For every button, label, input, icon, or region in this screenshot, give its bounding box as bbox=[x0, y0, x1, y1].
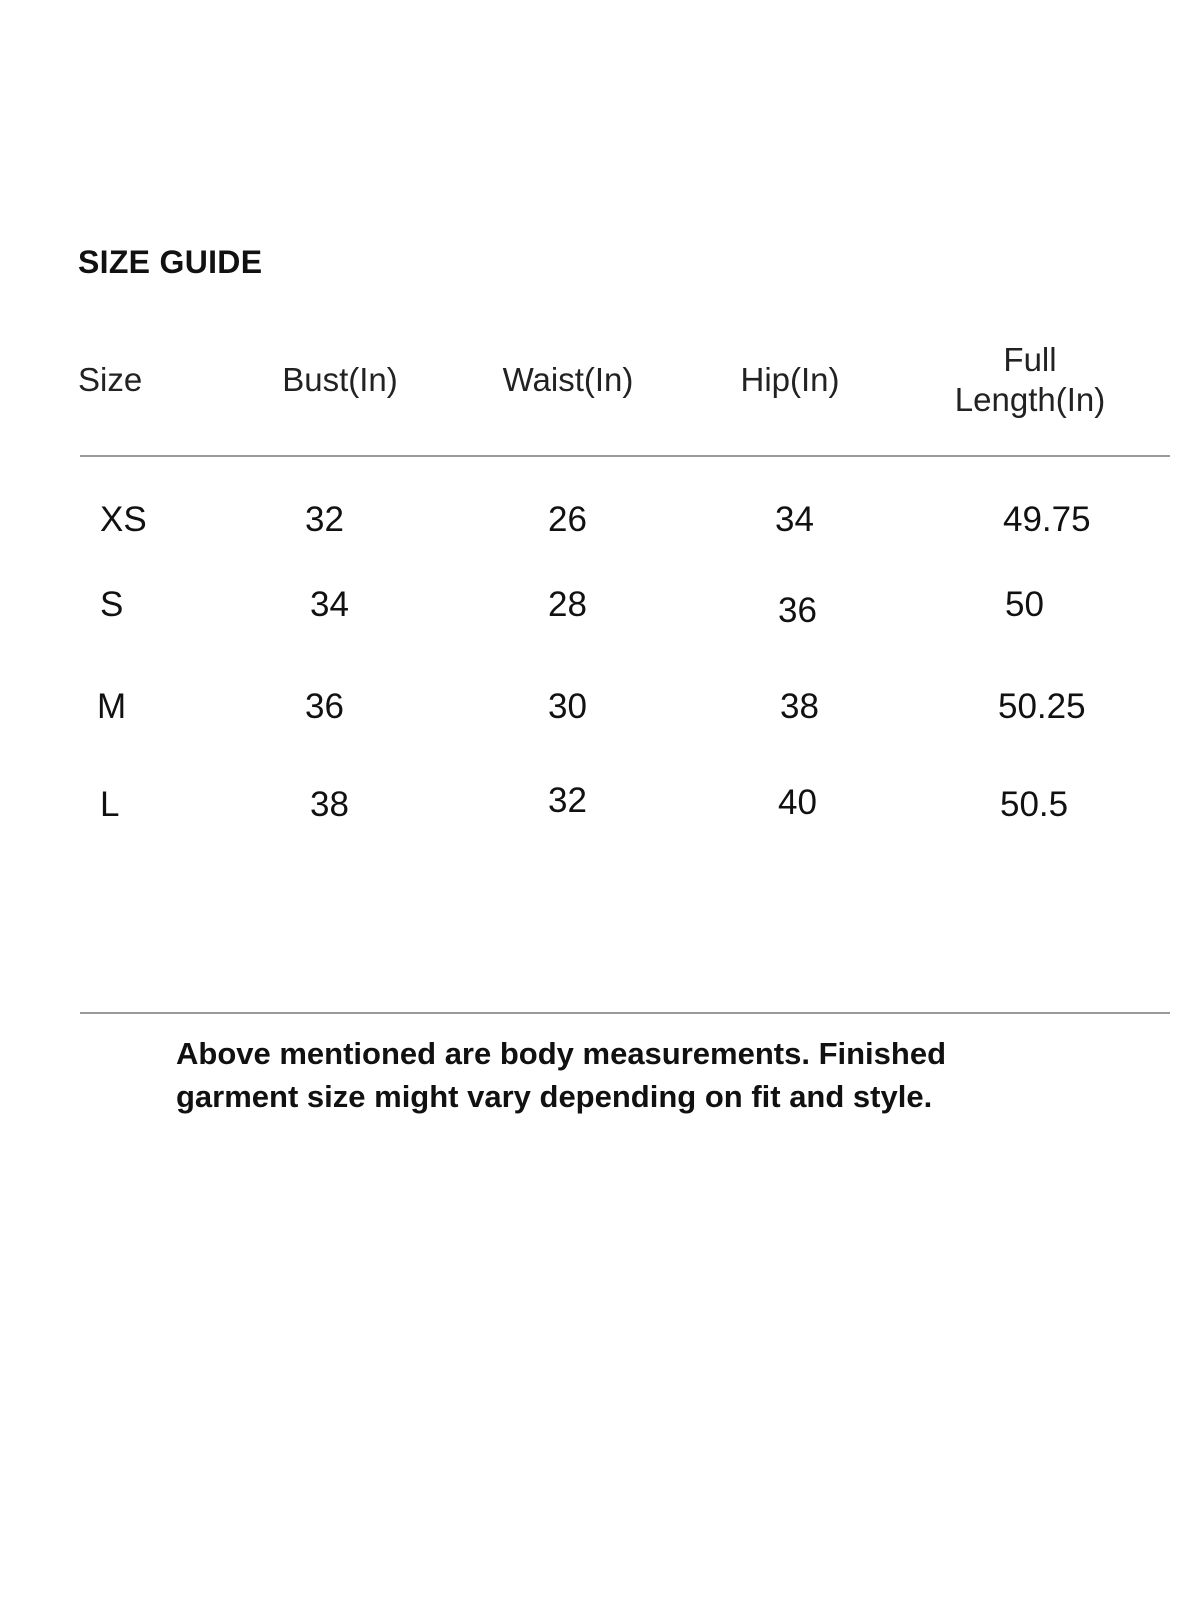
header-full-length bbox=[930, 340, 1130, 420]
cell-size: L bbox=[100, 785, 120, 824]
header-divider bbox=[80, 455, 1170, 457]
cell-hip: 34 bbox=[775, 500, 814, 539]
cell-hip: 38 bbox=[780, 687, 819, 726]
cell-waist: 30 bbox=[548, 687, 587, 726]
cell-waist: 28 bbox=[548, 585, 587, 624]
cell-hip: 36 bbox=[778, 591, 817, 630]
table-header bbox=[0, 340, 1200, 430]
header-hip: Hip(In) bbox=[740, 361, 840, 398]
cell-size: XS bbox=[100, 500, 147, 539]
footnote-line2: garment size might vary depending on fit and style. bbox=[176, 1079, 933, 1114]
footnote-line1: Above mentioned are body measurements. Finished bbox=[176, 1036, 947, 1071]
cell-bust: 32 bbox=[305, 500, 344, 539]
cell-waist: 32 bbox=[548, 781, 587, 820]
cell-size: M bbox=[97, 687, 127, 726]
cell-length: 50.25 bbox=[998, 687, 1086, 726]
cell-hip: 40 bbox=[778, 783, 817, 822]
cell-length: 50.5 bbox=[1000, 785, 1069, 824]
page-title: SIZE GUIDE bbox=[78, 244, 263, 280]
header-bust: Bust(In) bbox=[282, 361, 398, 398]
cell-length: 50 bbox=[1005, 585, 1044, 624]
table-row bbox=[0, 495, 1200, 545]
header-full-length-line1: Full bbox=[1003, 341, 1057, 378]
cell-length: 49.75 bbox=[1003, 500, 1091, 539]
cell-bust: 34 bbox=[310, 585, 349, 624]
table-row bbox=[0, 580, 1200, 630]
cell-waist: 26 bbox=[548, 500, 587, 539]
header-waist: Waist(In) bbox=[502, 361, 634, 398]
header-size: Size bbox=[78, 361, 143, 398]
cell-bust: 36 bbox=[305, 687, 344, 726]
table-row bbox=[0, 780, 1200, 830]
table-row bbox=[0, 682, 1200, 732]
footnote bbox=[176, 1032, 1076, 1118]
cell-size: S bbox=[100, 585, 124, 624]
header-full-length-line2: Length(In) bbox=[954, 381, 1106, 418]
footer-divider bbox=[80, 1012, 1170, 1014]
cell-bust: 38 bbox=[310, 785, 349, 824]
